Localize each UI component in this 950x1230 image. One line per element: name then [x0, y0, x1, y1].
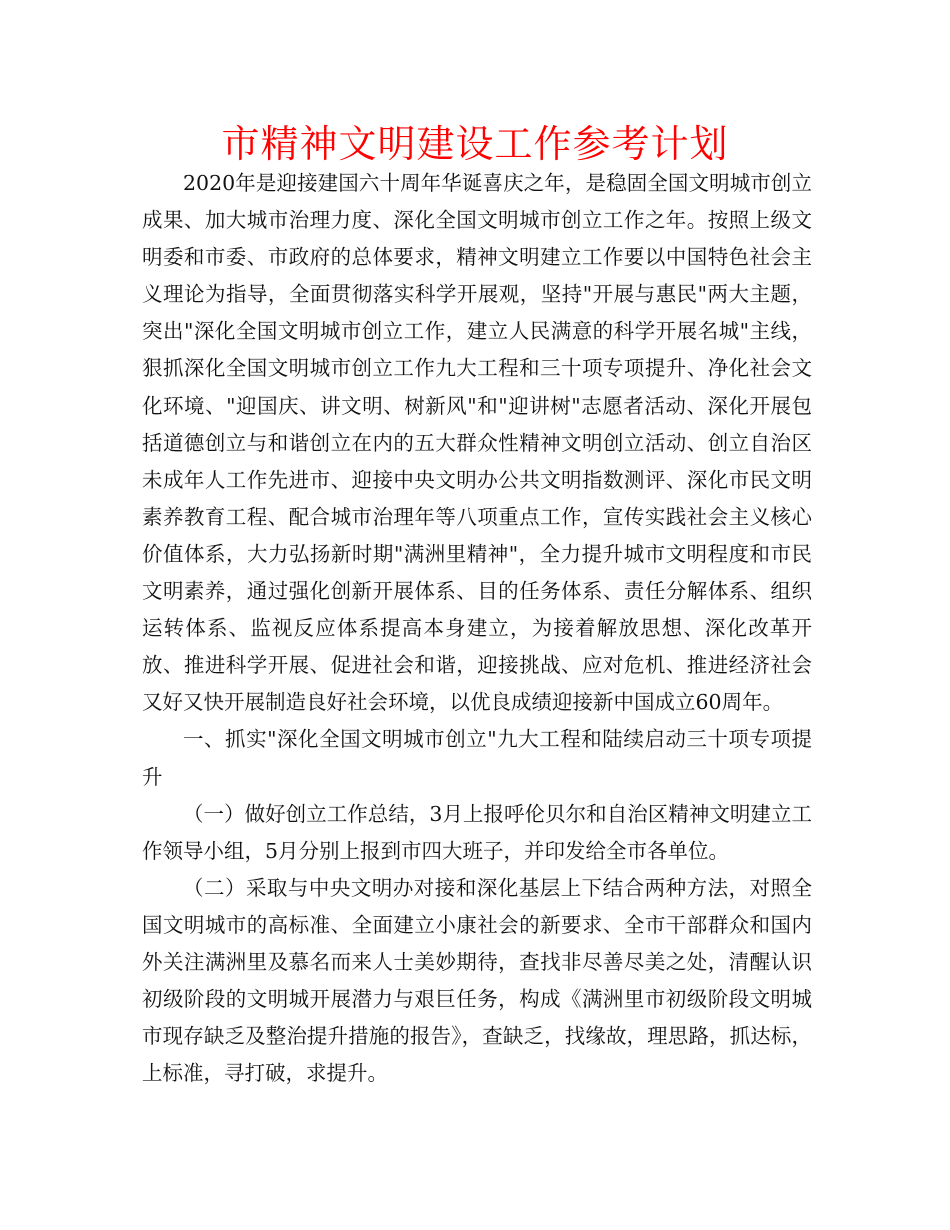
document-body	[142, 165, 812, 1092]
paragraph-item-1: （一）做好创立工作总结，3月上报呼伦贝尔和自治区精神文明建立工作领导小组，5月分别上报到市四大班子，并印发给全市各单位。	[142, 801, 812, 863]
paragraph-item-2: （二）采取与中央文明办对接和深化基层上下结合两种方法，对照全国文明城市的高标准、全面建立小康社会的新要求、全市干部群众和国内外关注满洲里及慕名而来人士美妙期待，查找非尽善尽美之处，清醒认识初级阶段的文明城开展潜力与艰巨任务，构成《满洲里市初级阶段文明城市现存缺乏及整治提升措施的报告》，查缺乏，找缘故，理思路，抓达标，上标准，寻打破，求提升。	[142, 875, 812, 1086]
paragraph-intro: 2020年是迎接建国六十周年华诞喜庆之年，是稳固全国文明城市创立成果、加大城市治理力度、深化全国文明城市创立工作之年。按照上级文明委和市委、市政府的总体要求，精神文明建立工作要以中国特色社会主义理论为指导，全面贯彻落实科学开展观，坚持"开展与惠民"两大主题，突出"深化全国文明城市创立工作，建立人民满意的科学开展名城"主线，狠抓深化全国文明城市创立工作九大工程和三十项专项提升、净化社会文化环境、"迎国庆、讲文明、树新风"和"迎讲树"志愿者活动、深化开展包括道德创立与和谐创立在内的五大群众性精神文明创立活动、创立自治区未成年人工作先进市、迎接中央文明办公共文明指数测评、深化市民文明素养教育工程、配合城市治理年等八项重点工作，宣传实践社会主义核心价值体系，大力弘扬新时期"满洲里精神"，全力提升城市文明程度和市民文明素养，通过强化创新开展体系、目的任务体系、责任分解体系、组织运转体系、监视反应体系提高本身建立，为接着解放思想、深化改革开放、推进科学开展、促进社会和谐，迎接挑战、应对危机、推进经济社会又好又快开展制造良好社会环境，以优良成绩迎接新中国成立60周年。	[142, 171, 812, 715]
document-title: 市精神文明建设工作参考计划	[221, 122, 729, 166]
paragraph-section-1-heading: 一、抓实"深化全国文明城市创立"九大工程和陆续启动三十项专项提升	[142, 727, 812, 789]
